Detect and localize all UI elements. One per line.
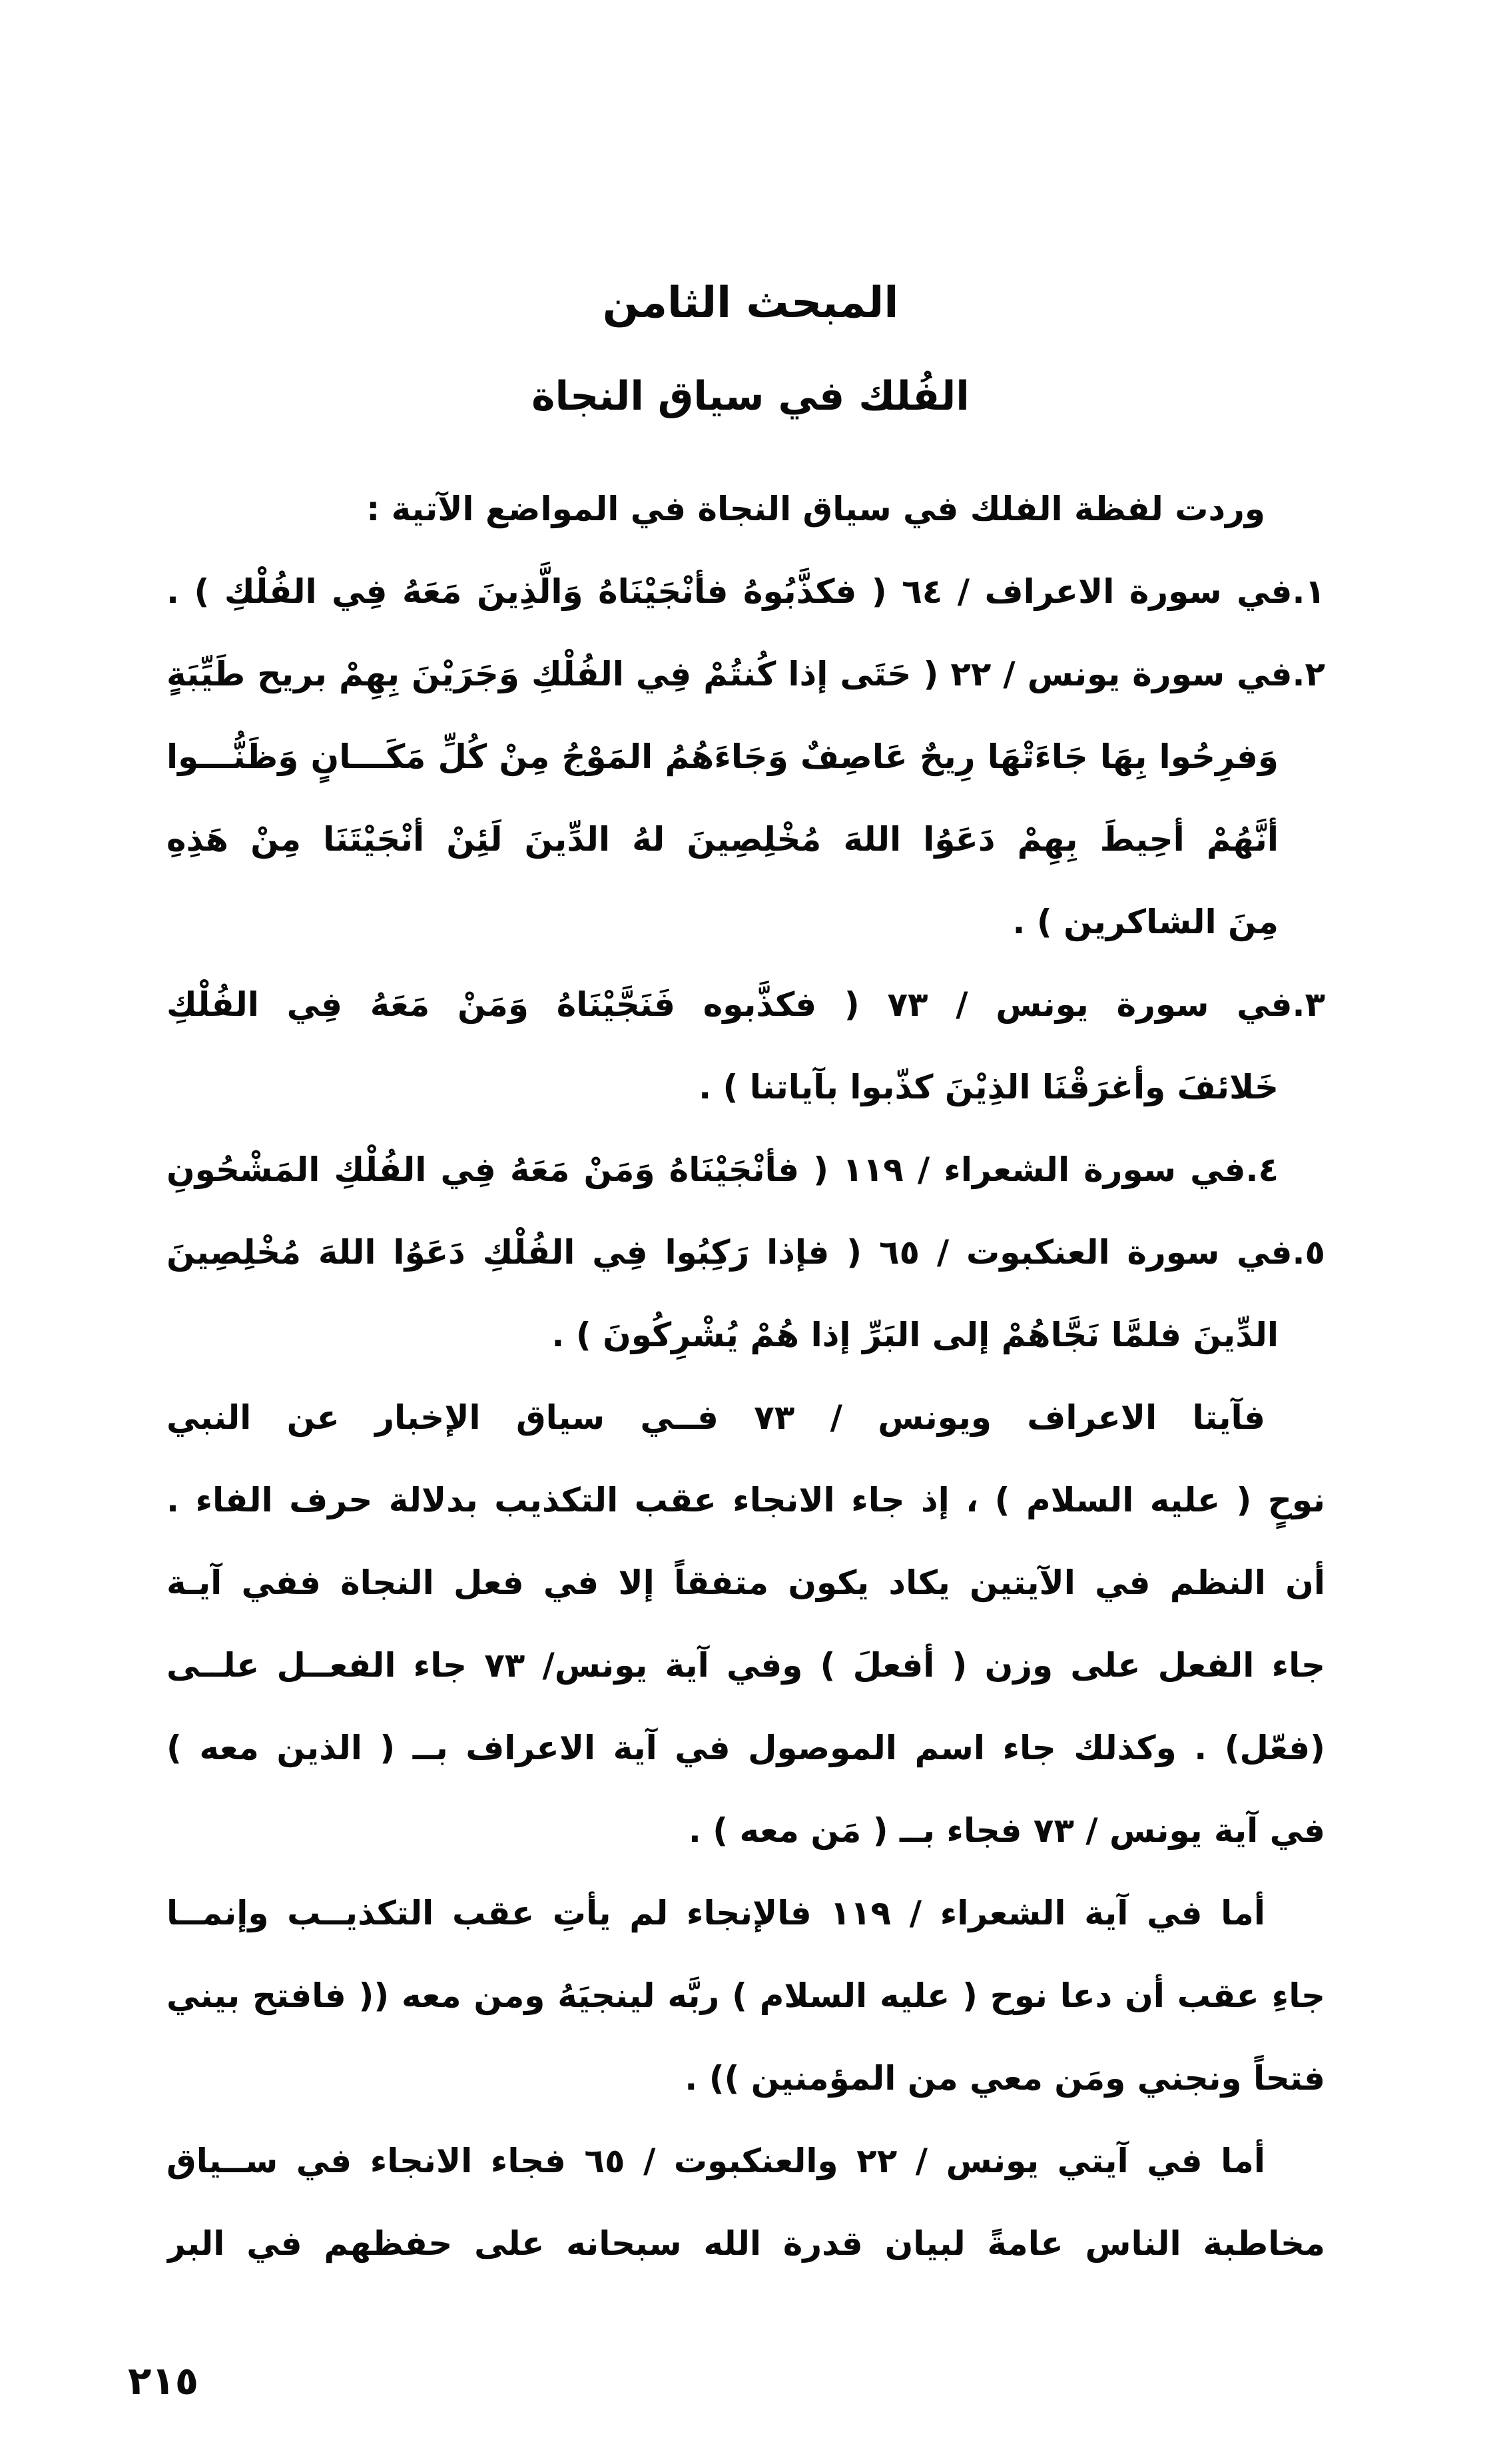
text-line: جاء الفعل على وزن ( أفعلَ ) وفي آية يونس/ ٧٣ جاء الفعــل علــى [166, 1646, 1325, 1685]
text-line: في آية يونس / ٧٣ فجاء بــ ( مَن معه ) . [688, 1811, 1325, 1850]
text-line: أما في آيتي يونس / ٢٢ والعنكبوت / ٦٥ فجاء الانجاء في ســياق [166, 2142, 1265, 2180]
text-line: فآيتا الاعراف ويونس / ٧٣ فــي سياق الإخبار عن النبي [166, 1398, 1265, 1437]
text-line: أما في آية الشعراء / ١١٩ فالإنجاء لم يأتِ عقب التكذيــب وإنمــا [166, 1894, 1266, 1932]
text-line: (فعّل) . وكذلك جاء اسم الموصول في آية الاعراف بــ ( الذين معه ) [166, 1729, 1325, 1767]
text-line: نوحٍ ( عليه السلام ) ، إذ جاء الانجاء عقب التكذيب بدلالة حرف الفاء . [166, 1481, 1325, 1519]
text-line: مخاطبة الناس عامةً لبيان قدرة الله سبحانه على حفظهم في البر [166, 2224, 1325, 2263]
text-line: وَفرِحُوا بِهَا جَاءَتْهَا رِيحٌ عَاصِفٌ وَجَاءَهُمُ المَوْجُ مِنْ كُلِّ مَكَـــانٍ وَظَنُّـــوا [166, 737, 1279, 776]
text-line: أنَّهُمْ أحِيطَ بِهِمْ دَعَوُا اللهَ مُخْلِصِينَ لهُ الدِّينَ لَئِنْ أنْجَيْتَنَا مِنْ هَذِهِ [166, 820, 1279, 859]
text-line: ٣.في سورة يونس / ٧٣ ( فكذَّبوه فَنَجَّيْنَاهُ وَمَنْ مَعَهُ فِي الفُلْكِ [166, 985, 1325, 1024]
text-line: مِنَ الشاكرين ) . [1012, 903, 1279, 941]
text-line: أن النظم في الآيتين يكاد يكون متفقاً إلا في فعل النجاة ففي آيـة [166, 1563, 1325, 1602]
text-line: جاءِ عقب أن دعا نوح ( عليه السلام ) ربَّه لينجيَهُ ومن معه (( فافتح بيني [166, 1976, 1325, 2015]
text-line: خَلائفَ وأغرَقْنَا الذِيْنَ كذّبوا بآياتنا ) . [699, 1068, 1279, 1106]
text-line: ٤.في سورة الشعراء / ١١٩ ( فأنْجَيْنَاهُ وَمَنْ مَعَهُ فِي الفُلْكِ المَشْحُونِ [166, 1150, 1279, 1189]
text-line: وردت لفظة الفلك في سياق النجاة في المواضع الآتية : [366, 490, 1265, 528]
text-line: ٥.في سورة العنكبوت / ٦٥ ( فإذا رَكِبُوا فِي الفُلْكِ دَعَوُا اللهَ مُخْلِصِينَ [166, 1233, 1325, 1272]
text-line: ١.في سورة الاعراف / ٦٤ ( فكذَّبُوهُ فأنْجَيْنَاهُ وَالَّذِينَ مَعَهُ فِي الفُلْكِ ) . [166, 572, 1325, 611]
section-subtitle: الفُلك في سياق النجاة [531, 373, 970, 420]
page-number: ٢١٥ [128, 2358, 199, 2403]
section-title: المبحث الثامن [602, 278, 899, 328]
text-line: الدِّينَ فلمَّا نَجَّاهُمْ إلى البَرِّ إذا هُمْ يُشْرِكُونَ ) . [551, 1316, 1279, 1354]
text-line: فتحاً ونجني ومَن معي من المؤمنين )) . [685, 2059, 1325, 2098]
body-text [166, 468, 1325, 2285]
text-line: ٢.في سورة يونس / ٢٢ ( حَتَى إذا كُنتُمْ فِي الفُلْكِ وَجَرَيْنَ بِهِمْ بريح طَيِّبَةٍ [166, 655, 1325, 693]
